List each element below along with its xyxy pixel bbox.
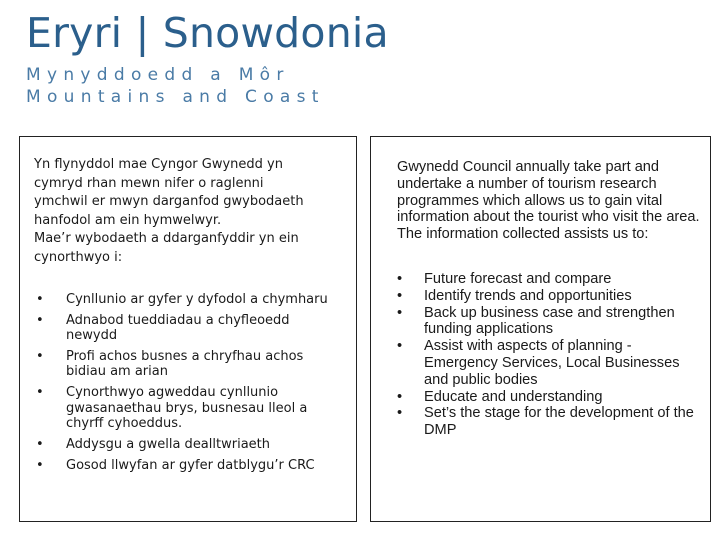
bullet-icon: •: [397, 304, 403, 321]
welsh-bullet-list: [34, 292, 344, 474]
bullet-icon: •: [36, 291, 44, 307]
bullet-icon: •: [397, 405, 403, 422]
list-item-text: Profi achos busnes a chryfhau achos bidiau am arian: [66, 349, 304, 380]
bullet-icon: •: [397, 338, 403, 355]
welsh-text-box: [19, 136, 357, 522]
bullet-icon: •: [36, 349, 44, 365]
list-item: [34, 385, 344, 431]
list-item-text: Assist with aspects of planning - Emergency Services, Local Businesses and public bodies: [424, 338, 680, 388]
list-item: [397, 405, 700, 439]
bullet-icon: •: [397, 388, 403, 405]
tagline-english: Mountains and Coast: [26, 87, 325, 107]
list-item-text: Adnabod tueddiadau a chyfleoedd newydd: [66, 312, 290, 343]
list-item: [397, 288, 700, 305]
list-item-text: Educate and understanding: [424, 388, 603, 405]
brand-logo-text: Eryri | Snowdonia: [26, 9, 389, 57]
welsh-intro-line: Yn flynyddol mae Cyngor Gwynedd yn: [34, 157, 283, 172]
bullet-icon: •: [397, 270, 403, 287]
tagline-welsh: Mynyddoedd a Môr: [26, 65, 290, 85]
list-item: [397, 305, 700, 339]
list-item-text: Cynllunio ar gyfer y dyfodol a chymharu: [66, 291, 328, 307]
list-item: [34, 349, 344, 380]
list-item: [397, 271, 700, 288]
welsh-intro-line: Mae’r wybodaeth a ddarganfyddir yn ein: [34, 231, 299, 247]
welsh-intro-line: ymchwil er mwyn darganfod gwybodaeth: [34, 194, 304, 210]
bullet-icon: •: [36, 437, 44, 453]
list-item: [34, 313, 344, 344]
list-item: [34, 437, 344, 452]
welsh-intro-line: hanfodol am ein hymwelwyr.: [34, 212, 222, 228]
list-item-text: Cynorthwyo agweddau cynllunio gwasanaethau brys, busnesau lleol a chyrff cyhoeddus.: [66, 385, 308, 432]
list-item: [397, 338, 700, 388]
list-item-text: Set’s the stage for the development of the DMP: [424, 405, 694, 439]
bullet-icon: •: [36, 312, 44, 328]
english-text-box: [370, 136, 711, 522]
list-item-text: Addysgu a gwella dealltwriaeth: [66, 437, 270, 453]
list-item-text: Identify trends and opportunities: [424, 287, 632, 304]
english-bullet-list: [397, 271, 700, 439]
list-item: [397, 389, 700, 406]
list-item-text: Gosod llwyfan ar gyfer datblygu’r CRC: [66, 458, 315, 474]
bullet-icon: •: [36, 458, 44, 474]
list-item: [34, 292, 344, 307]
welsh-intro-line: cynorthwyo i:: [34, 249, 123, 265]
list-item: [34, 458, 344, 473]
welsh-intro: [34, 156, 344, 268]
list-item-text: Back up business case and strengthen funding applications: [424, 304, 675, 338]
list-item-text: Future forecast and compare: [424, 270, 612, 287]
welsh-intro-line: cymryd rhan mewn nifer o raglenni: [34, 175, 264, 191]
bullet-icon: •: [397, 287, 403, 304]
header: [26, 8, 389, 108]
english-intro: Gwynedd Council annually take part and undertake a number of tourism research programmes which allows us to gain vital information about the tourist who visit the area. The information collected assists us to:: [397, 159, 700, 243]
bullet-icon: •: [36, 385, 44, 401]
